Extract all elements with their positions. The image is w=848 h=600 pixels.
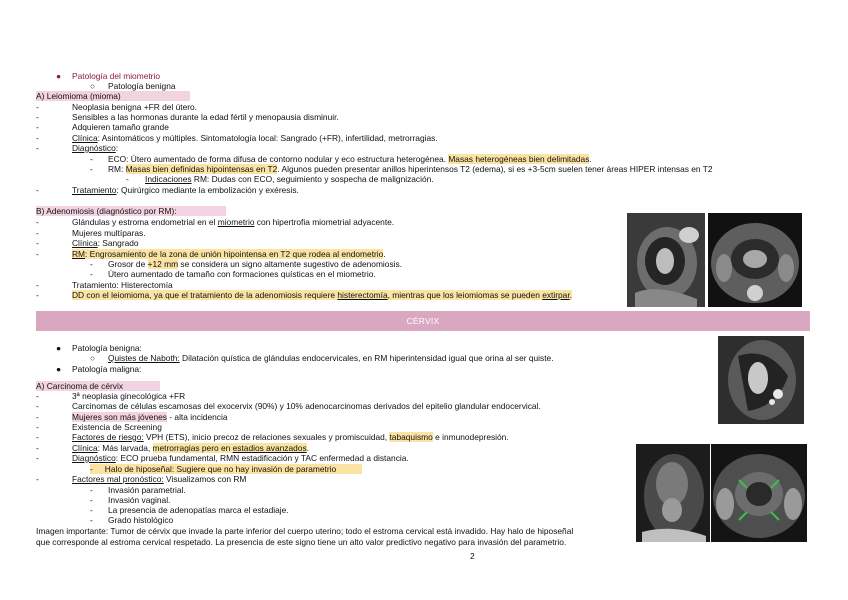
list-item: Glándulas y estroma endometrial en el miometrio con hipertrofia miometrial adyacente. (72, 217, 395, 227)
heading-adenomiosis: B) Adenomiosis (diagnóstico por RM): (36, 206, 226, 216)
section-bar-cervix (36, 311, 810, 331)
list-item-pronostico: Factores mal pronóstico: Visualizamos con RM (72, 474, 247, 484)
pronostico-item: Invasión vaginal. (108, 495, 171, 505)
mri-image-carcinoma-axial (711, 444, 807, 542)
list-item: Mujeres son más jóvenes - alta incidencia (72, 412, 228, 422)
subsection-benigna: Patología benigna (108, 81, 176, 91)
eco-line: ECO: Útero aumentado de forma difusa de contorno nodular y eco estructura heterogénea. Masas heterogéneas bien delimitadas. (108, 154, 592, 164)
dd-line: DD con el leiomioma, ya que el tratamiento de la adenomiosis requiere histerectomía, mientras que los leiomiomas se pueden extirpar. (72, 290, 572, 300)
cervix-bar-label: CÉRVIX (406, 316, 440, 326)
pronostico-item: Grado histológico (108, 515, 174, 525)
maligna-label: Patología maligna: (72, 364, 142, 374)
list-item-clinica: Clínica: Más larvada, metrorragias pero en estadios avanzados. (72, 443, 309, 453)
list-item: 3ª neoplasia ginecológica +FR (72, 391, 186, 401)
imagen-importante-line-1: Imagen importante: Tumor de cérvix que invade la parte inferior del cuerpo uterino; todo el estroma cervical está invadido. Hay halo de hiposeñal (36, 526, 574, 536)
list-item-riesgo: Factores de riesgo: VPH (ETS), inicio precoz de relaciones sexuales y promiscuidad, tabaquismo e inmunodepresión. (72, 432, 509, 442)
indicaciones-line: Indicaciones RM: Dudas con ECO, seguimiento y sospecha de malignización. (145, 174, 434, 184)
grosor-line: Grosor de +12 mm se considera un signo altamente sugestivo de adenomiosis. (108, 259, 403, 269)
pronostico-item: Invasión parametrial. (108, 485, 186, 495)
list-item: Mujeres multíparas. (72, 228, 146, 238)
page-number: 2 (470, 551, 475, 561)
halo-line: - Halo de hiposeñal: Sugiere que no hay invasión de parametrio (90, 464, 362, 474)
bullet: ● (56, 343, 62, 353)
imagen-importante-line-2: que corresponde al estroma cervical respetado. La presencia de este signo tiene un alto valor predictivo negativo para invasión del parametrio. (36, 537, 567, 547)
bullet: ● (56, 71, 62, 81)
list-item: Existencia de Screening (72, 422, 162, 432)
mri-image-adenomiosis-sagittal (627, 213, 705, 307)
list-item-rm: RM: Engrosamiento de la zona de unión hipointensa en T2 que rodea al endometrio. (72, 249, 386, 259)
mri-image-carcinoma-sagittal (636, 444, 710, 542)
list-item-clinica: Clínica: Asintomáticos y múltiples. Sintomatología local: Sangrado (+FR), infertilidad, metrorragias. (72, 133, 438, 143)
utero-line: Útero aumentado de tamaño con formaciones quísticas en el miometrio. (108, 269, 376, 279)
list-item: Carcinomas de células escamosas del exocervix (90%) y 10% adenocarcinomas derivados del epitelio glandular endocervical. (72, 401, 541, 411)
bullet: ● (56, 364, 62, 374)
naboth-line: Quistes de Naboth: Dilatación quística de glándulas endocervicales, en RM hiperintensidad igual que orina al ser quiste. (108, 353, 554, 363)
list-item-diagnostico: Diagnóstico: (72, 143, 119, 153)
mri-image-adenomiosis-axial (708, 213, 802, 307)
section-title-miometrio: Patología del miometrio (72, 71, 160, 81)
list-item: Neoplasia benigna +FR del útero. (72, 102, 198, 112)
heading-carcinoma: A) Carcinoma de cérvix (36, 381, 160, 391)
list-item: Adquieren tamaño grande (72, 122, 169, 132)
list-item-tratamiento: Tratamiento: Quirúrgico mediante la embolización y exéresis. (72, 185, 299, 195)
tratamiento-line: Tratamiento: Histerectomía (72, 280, 173, 290)
list-item: Sensibles a las hormonas durante la edad fértil y menopausia disminuir. (72, 112, 339, 122)
pronostico-item: La presencia de adenopatías marca el estadiaje. (108, 505, 289, 515)
circle-bullet: ○ (90, 353, 96, 363)
list-item-diagnostico: Diagnóstico: ECO prueba fundamental, RMN estadificación y TAC enfermedad a distancia. (72, 453, 409, 463)
mri-image-naboth (718, 336, 804, 424)
list-item-clinica: Clínica: Sangrado (72, 238, 139, 248)
circle-bullet: ○ (90, 81, 96, 91)
benigna-label: Patología benigna: (72, 343, 142, 353)
rm-line: RM: Masas bien definidas hipointensas en T2. Algunos pueden presentar anillos hiperintensos T2 (edema), si es +3-5cm suelen tener áreas HIPER intensas en T2 (108, 164, 713, 174)
heading-leiomioma: A) Leiomioma (mioma) (36, 91, 190, 101)
